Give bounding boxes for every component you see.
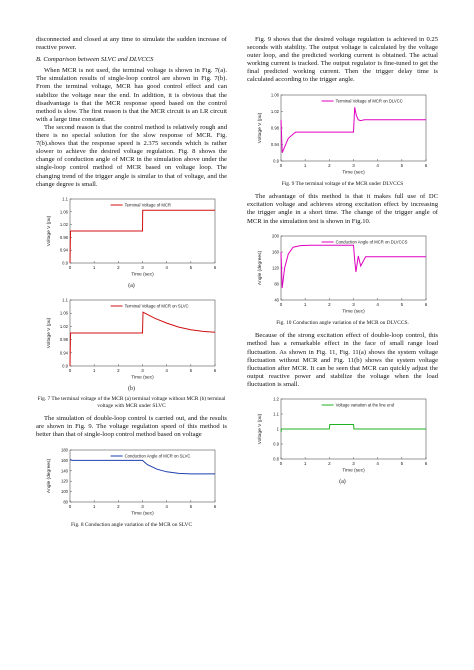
y-axis-label: Voltage V (pu): [258, 112, 263, 143]
x-tick-label: 5: [189, 264, 193, 270]
y-tick-label: 1.1: [62, 196, 68, 202]
y-tick-label: 120: [272, 265, 279, 271]
paragraph: Because of the strong excitation effect of double-loop control, this method has a remarkable effect in the face of small range load fluctuation. As shown in Fig. 11, Fig. 11(a) shows the system voltage fluctuation without MCR and Fig. 11(b) shows the system voltage fluctuation after MCR. It can be seen that MCR can quickly adjust the output reactive power and stabilize the voltage when the load fluctuation is small.: [247, 332, 438, 388]
legend-label: Terminal Voltage of MCR on DLVCC: [335, 98, 403, 104]
x-tick-label: 6: [424, 301, 428, 307]
x-tick-label: 2: [117, 264, 120, 270]
y-tick-label: 200: [272, 233, 279, 239]
x-tick-label: 1: [303, 162, 307, 168]
x-tick-label: 1: [303, 460, 307, 466]
x-tick-label: 5: [400, 460, 404, 466]
x-axis-label: Time (sec): [342, 309, 365, 314]
y-tick-label: 80: [274, 281, 279, 287]
figure-8-caption: Fig. 8 Conduction angle variation of the MCR on SLVC: [70, 521, 193, 528]
x-tick-label: 1: [303, 301, 307, 307]
x-tick-label: 5: [400, 301, 404, 307]
y-tick-label: 80: [63, 499, 68, 505]
y-tick-label: 0.94: [270, 141, 279, 147]
fig7b-chart: [36, 294, 227, 380]
y-axis-label: Angle (degrees): [47, 458, 52, 493]
x-tick-label: 4: [165, 503, 168, 509]
x-tick-label: 2: [328, 460, 331, 466]
paragraph: The simulation of double-loop control is carried out, and the results are shown in Fig. 9. The voltage regulation speed of this method is better than that of single-loop control method based on voltage: [36, 415, 227, 439]
x-tick-label: 5: [189, 503, 193, 509]
y-tick-label: 0.8: [273, 456, 279, 462]
x-tick-label: 6: [213, 503, 217, 509]
y-tick-label: 160: [272, 249, 279, 255]
y-tick-label: 0.94: [59, 247, 68, 253]
left-column: [36, 36, 227, 534]
y-tick-label: 1.02: [270, 108, 279, 114]
figure-10-caption: Fig. 10 Conduction angle variation of the MCR on DLVCCS.: [276, 319, 409, 326]
legend-label: Voltage variation at the line end: [335, 402, 395, 408]
legend-label: Conduction Angle of MCR on DLVCCS: [335, 239, 408, 245]
y-axis-label: Angle (degrees): [258, 250, 263, 285]
x-tick-label: 1: [92, 503, 96, 509]
paragraph: The second reason is that the control method is relatively rough and there is no special solution for the slow response of MCR. Fig. 7(b).shows that the response speed is 2.375 seconds which is rather slower to achieve the desired voltage regulation. Fig. 8 shows the change of conduction angle of MCR in the simulation above under the single-loop control method of MCR based on voltage loop. The changing trend of the trigger angle is similar to that of voltage, and the change degree is small.: [36, 123, 227, 188]
y-tick-label: 1.02: [59, 323, 68, 329]
fig8-chart: [36, 444, 227, 516]
y-tick-label: 0.9: [62, 260, 68, 266]
x-axis-label: Time (sec): [342, 170, 365, 175]
x-tick-label: 2: [328, 162, 331, 168]
fig10-chart: [247, 230, 438, 314]
x-tick-label: 3: [352, 460, 355, 466]
x-tick-label: 5: [400, 162, 404, 168]
right-column: [247, 36, 438, 488]
figure-7b: [36, 294, 227, 383]
paragraph: The advantage of this method is that it makes full use of DC excitation voltage and achieves strong excitation effect by increasing the trigger angle in a short time. The change of the trigger angle of MCR in the simulation test is shown in Fig.10.: [247, 193, 438, 225]
y-tick-label: 180: [61, 447, 68, 453]
y-tick-label: 1.06: [59, 310, 68, 316]
section-heading: B. Comparison between SLVC and DLVCCS: [36, 56, 154, 64]
x-tick-label: 4: [376, 460, 379, 466]
x-tick-label: 4: [165, 367, 168, 373]
x-tick-label: 2: [117, 503, 120, 509]
y-tick-label: 1: [276, 426, 279, 432]
x-tick-label: 1: [92, 367, 96, 373]
figure-11a: [247, 393, 438, 476]
x-tick-label: 3: [141, 503, 144, 509]
x-tick-label: 2: [117, 367, 120, 373]
x-tick-label: 4: [165, 264, 168, 270]
x-tick-label: 3: [352, 162, 355, 168]
x-tick-label: 6: [424, 460, 428, 466]
x-axis-label: Time (sec): [131, 272, 154, 277]
y-axis-label: Voltage V (pu): [47, 317, 52, 349]
y-tick-label: 1.06: [59, 208, 68, 214]
y-tick-label: 0.9: [273, 441, 279, 447]
y-tick-label: 120: [61, 478, 68, 484]
x-tick-label: 4: [376, 301, 379, 307]
x-tick-label: 3: [141, 367, 144, 373]
figure-11a-label: (a): [339, 479, 346, 486]
fig7a-chart: [36, 193, 227, 277]
x-tick-label: 3: [141, 264, 144, 270]
y-tick-label: 0.98: [59, 234, 68, 240]
legend-label: Conduction Angle of MCR on SLVC: [124, 453, 191, 459]
x-tick-label: 6: [213, 367, 217, 373]
x-tick-label: 2: [328, 301, 331, 307]
x-tick-label: 0: [279, 460, 283, 466]
x-tick-label: 6: [424, 162, 428, 168]
paragraph: Fig. 9 shows that the desired voltage regulation is achieved in 0.25 seconds with stability. The output voltage is calculated by the voltage outer loop, and the predicted working current is obtained. The actual working current is tracked. The output regulator is fine-tuned to get the final predicted working current. Then the trigger delay time is calculated according to the trigger angle.: [247, 36, 438, 84]
y-tick-label: 1.02: [59, 221, 68, 227]
y-tick-label: 1.1: [62, 297, 68, 303]
figure-9: [247, 89, 438, 178]
y-tick-label: 160: [61, 457, 68, 463]
figure-10: [247, 230, 438, 317]
y-tick-label: 40: [274, 297, 279, 303]
x-tick-label: 3: [352, 301, 355, 307]
paragraph: When MCR is not used, the terminal voltage is shown in Fig. 7(a). The simulation results of single-loop control are shown in Fig. 7(b). From the terminal voltage, MCR has good control effect and can stabilize the voltage near the end. In addition, it is obvious that the disadvantage is that the MCR response speed based on the control method is slow. The first reason is that the MCR circuit is an LR circuit with a large time constant.: [36, 67, 227, 123]
y-tick-label: 0.98: [59, 336, 68, 342]
x-tick-label: 0: [68, 503, 72, 509]
figure-8: [36, 444, 227, 519]
y-tick-label: 0.94: [59, 350, 68, 356]
x-tick-label: 4: [376, 162, 379, 168]
y-tick-label: 0.9: [62, 363, 68, 369]
figure-7a-label: (a): [128, 282, 135, 289]
figure-7a: [36, 193, 227, 280]
x-axis-label: Time (sec): [342, 468, 365, 473]
figure-9-caption: Fig. 9 The terminal voltage of the MCR under DLVCCS: [281, 180, 404, 187]
y-tick-label: 1.2: [273, 396, 279, 402]
figure-7-caption: Fig. 7 The terminal voltage of the MCR (a) terminal voltage without MCR (b) terminal voltage with MCR under SLVC: [37, 396, 226, 409]
x-tick-label: 1: [92, 264, 96, 270]
fig11a-chart: [247, 393, 438, 473]
x-tick-label: 0: [279, 301, 283, 307]
figure-7b-label: (b): [128, 385, 135, 392]
x-tick-label: 0: [279, 162, 283, 168]
y-tick-label: 1.06: [270, 92, 279, 98]
x-tick-label: 6: [213, 264, 217, 270]
y-tick-label: 1.1: [273, 411, 279, 417]
y-tick-label: 140: [61, 467, 68, 473]
legend-label: Terminal Voltage of MCR: [124, 202, 171, 208]
y-tick-label: 100: [61, 488, 68, 494]
x-tick-label: 0: [68, 367, 72, 373]
paragraph: disconnected and closed at any time to simulate the sudden increase of reactive power.: [36, 36, 227, 52]
y-tick-label: 0.9: [273, 158, 279, 164]
x-axis-label: Time (sec): [131, 511, 154, 516]
x-axis-label: Time (sec): [131, 375, 154, 380]
x-tick-label: 5: [189, 367, 193, 373]
y-tick-label: 0.98: [270, 125, 279, 131]
fig9-chart: [247, 89, 438, 175]
legend-label: Terminal Voltage of MCR on SLVC: [124, 303, 189, 309]
y-axis-label: Voltage V (pu): [258, 413, 263, 445]
y-axis-label: Voltage V (pu): [47, 215, 52, 246]
x-tick-label: 0: [68, 264, 72, 270]
